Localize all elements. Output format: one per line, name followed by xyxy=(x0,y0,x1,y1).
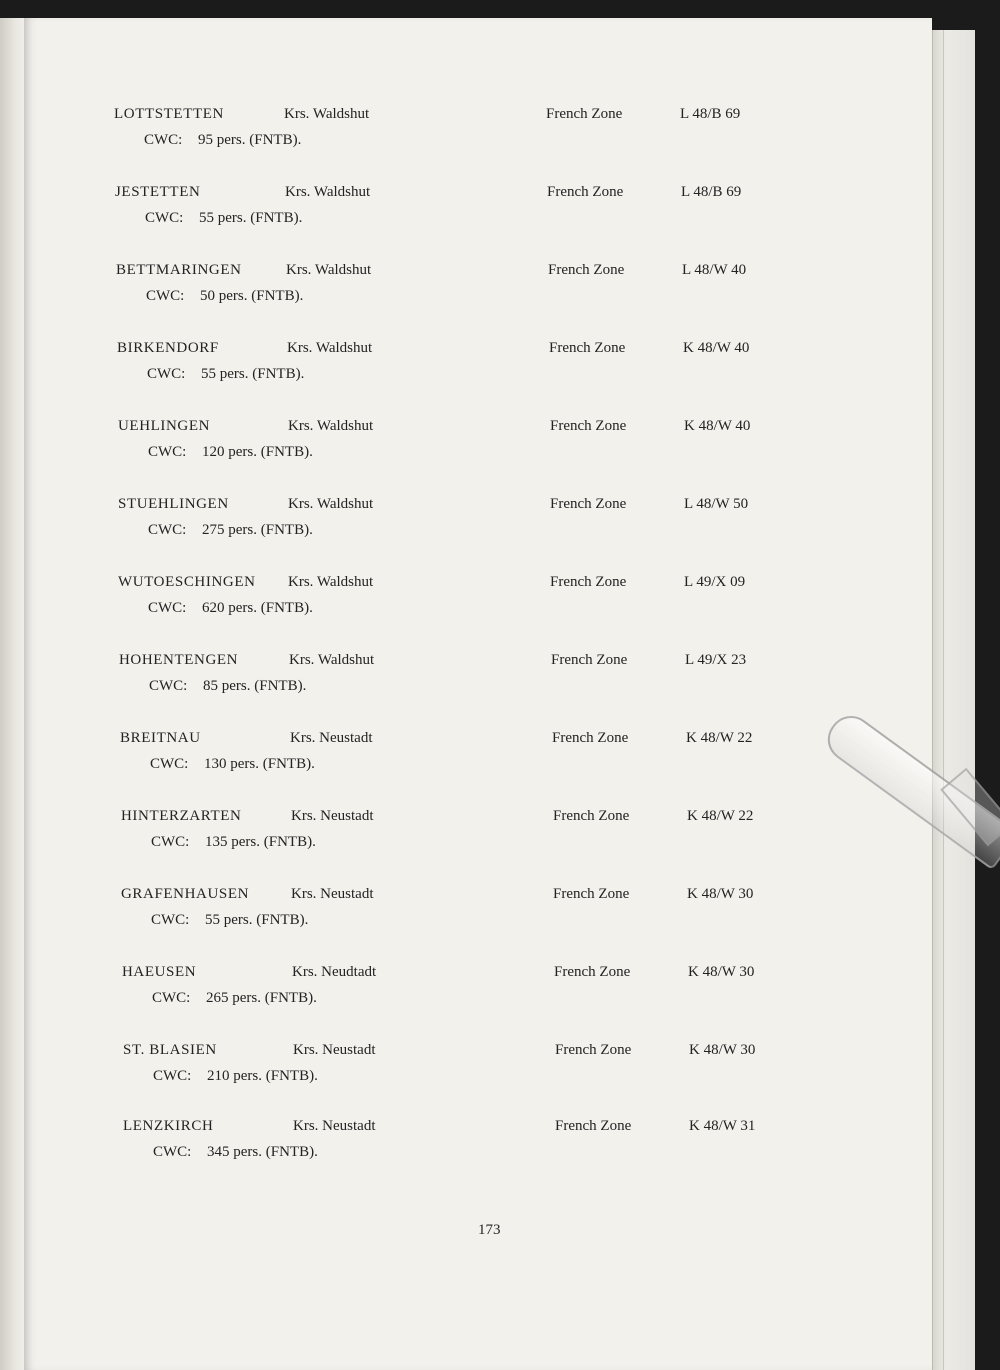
cwc-value: 120 pers. (FNTB). xyxy=(202,444,313,460)
cwc-label: CWC: xyxy=(149,678,188,694)
zone-name: French Zone xyxy=(546,106,623,122)
district-name: Krs. Waldshut xyxy=(285,184,371,200)
cwc-value: 345 pers. (FNTB). xyxy=(207,1144,318,1160)
town-name: JESTETTEN xyxy=(115,184,201,200)
town-name: LOTTSTETTEN xyxy=(114,106,224,122)
district-name: Krs. Neustadt xyxy=(291,808,374,824)
town-name: BETTMARINGEN xyxy=(116,262,242,278)
district-name: Krs. Waldshut xyxy=(284,106,370,122)
cwc-label: CWC: xyxy=(153,1144,192,1160)
district-name: Krs. Waldshut xyxy=(287,340,373,356)
zone-name: French Zone xyxy=(555,1042,632,1058)
cwc-value: 85 pers. (FNTB). xyxy=(203,678,307,694)
grid-reference: L 49/X 09 xyxy=(684,574,746,590)
cwc-label: CWC: xyxy=(148,600,187,616)
cwc-value: 210 pers. (FNTB). xyxy=(207,1068,318,1084)
zone-name: French Zone xyxy=(550,418,627,434)
zone-name: French Zone xyxy=(555,1118,632,1134)
district-name: Krs. Waldshut xyxy=(288,574,374,590)
grid-reference: L 48/W 50 xyxy=(684,496,749,512)
zone-name: French Zone xyxy=(549,340,626,356)
district-name: Krs. Neustadt xyxy=(290,730,373,746)
grid-reference: L 49/X 23 xyxy=(685,652,747,668)
cwc-value: 55 pers. (FNTB). xyxy=(205,912,309,928)
grid-reference: K 48/W 30 xyxy=(689,1042,756,1058)
cwc-value: 55 pers. (FNTB). xyxy=(199,210,303,226)
cwc-value: 135 pers. (FNTB). xyxy=(205,834,316,850)
zone-name: French Zone xyxy=(551,652,628,668)
cwc-value: 130 pers. (FNTB). xyxy=(204,756,315,772)
town-name: HAEUSEN xyxy=(122,964,197,980)
cwc-label: CWC: xyxy=(146,288,185,304)
zone-name: French Zone xyxy=(553,808,630,824)
district-name: Krs. Waldshut xyxy=(288,418,374,434)
cwc-label: CWC: xyxy=(148,444,187,460)
cwc-value: 265 pers. (FNTB). xyxy=(206,990,317,1006)
grid-reference: K 48/W 22 xyxy=(687,808,754,824)
cwc-value: 55 pers. (FNTB). xyxy=(201,366,305,382)
cwc-label: CWC: xyxy=(151,834,190,850)
district-name: Krs. Waldshut xyxy=(289,652,375,668)
zone-name: French Zone xyxy=(547,184,624,200)
district-name: Krs. Neustadt xyxy=(291,886,374,902)
grid-reference: K 48/W 30 xyxy=(687,886,754,902)
grid-reference: K 48/W 40 xyxy=(684,418,751,434)
grid-reference: L 48/B 69 xyxy=(681,184,742,200)
zone-name: French Zone xyxy=(550,574,627,590)
cwc-value: 50 pers. (FNTB). xyxy=(200,288,304,304)
zone-name: French Zone xyxy=(552,730,629,746)
town-name: BIRKENDORF xyxy=(117,340,219,356)
cwc-value: 95 pers. (FNTB). xyxy=(198,132,302,148)
district-name: Krs. Neustadt xyxy=(293,1118,376,1134)
town-name: BREITNAU xyxy=(120,730,201,746)
town-name: STUEHLINGEN xyxy=(118,496,229,512)
grid-reference: K 48/W 22 xyxy=(686,730,753,746)
grid-reference: L 48/W 40 xyxy=(682,262,747,278)
cwc-label: CWC: xyxy=(153,1068,192,1084)
page-stack-edge xyxy=(932,30,975,1370)
cwc-label: CWC: xyxy=(147,366,186,382)
grid-reference: L 48/B 69 xyxy=(680,106,741,122)
town-name: HOHENTENGEN xyxy=(119,652,239,668)
cwc-label: CWC: xyxy=(150,756,189,772)
zone-name: French Zone xyxy=(553,886,630,902)
zone-name: French Zone xyxy=(550,496,627,512)
town-name: LENZKIRCH xyxy=(123,1118,214,1134)
district-name: Krs. Waldshut xyxy=(288,496,374,512)
town-name: UEHLINGEN xyxy=(118,418,211,434)
district-name: Krs. Neudtadt xyxy=(292,964,377,980)
town-name: ST. BLASIEN xyxy=(123,1042,217,1058)
cwc-label: CWC: xyxy=(151,912,190,928)
zone-name: French Zone xyxy=(548,262,625,278)
district-name: Krs. Waldshut xyxy=(286,262,372,278)
grid-reference: K 48/W 31 xyxy=(689,1118,756,1134)
cwc-label: CWC: xyxy=(144,132,183,148)
town-name: GRAFENHAUSEN xyxy=(121,886,250,902)
town-name: WUTOESCHINGEN xyxy=(118,574,256,590)
cwc-label: CWC: xyxy=(148,522,187,538)
cwc-value: 620 pers. (FNTB). xyxy=(202,600,313,616)
grid-reference: K 48/W 40 xyxy=(683,340,750,356)
town-name: HINTERZARTEN xyxy=(121,808,242,824)
zone-name: French Zone xyxy=(554,964,631,980)
cwc-value: 275 pers. (FNTB). xyxy=(202,522,313,538)
page-number: 173 xyxy=(478,1222,501,1238)
grid-reference: K 48/W 30 xyxy=(688,964,755,980)
cwc-label: CWC: xyxy=(145,210,184,226)
cwc-label: CWC: xyxy=(152,990,191,1006)
facing-page-edge xyxy=(0,18,26,1370)
district-name: Krs. Neustadt xyxy=(293,1042,376,1058)
